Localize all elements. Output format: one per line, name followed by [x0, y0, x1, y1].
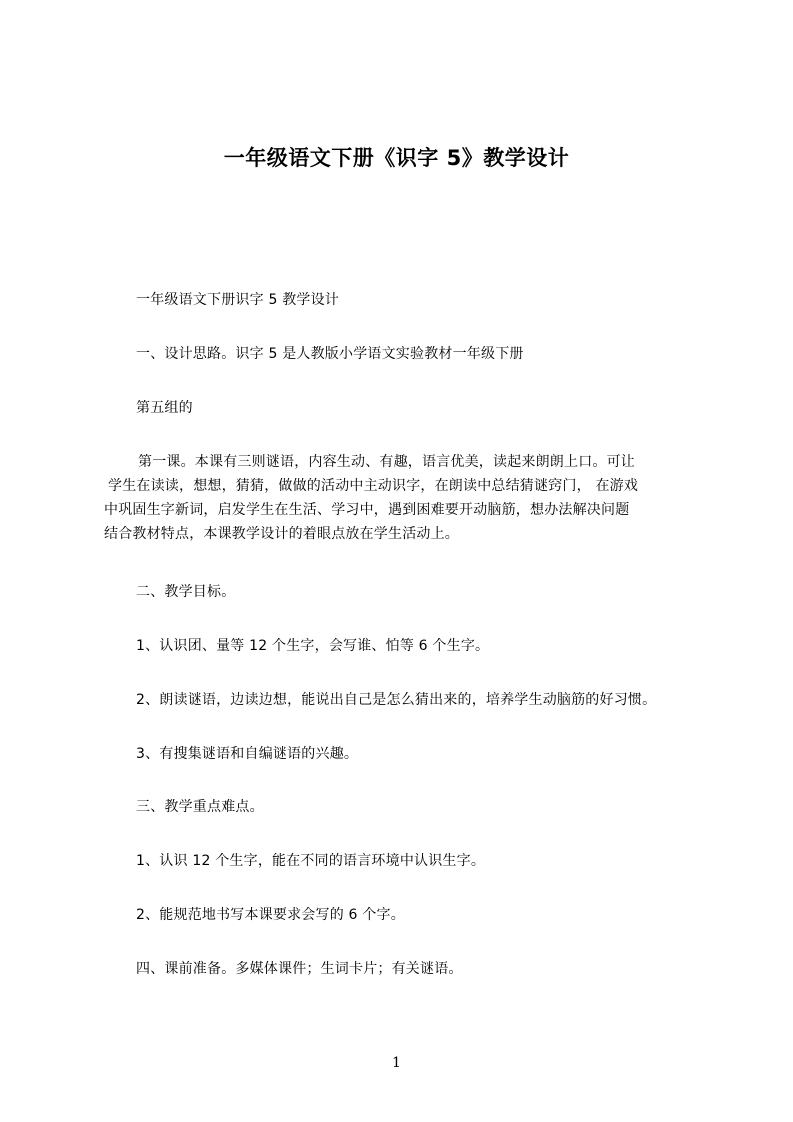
- paragraph-line: 结合教材特点，本课教学设计的着眼点放在学生活动上。: [104, 526, 459, 542]
- page-number: 1: [392, 1055, 401, 1071]
- document-title: 一年级语文下册《识字 5》教学设计: [223, 146, 570, 170]
- document-subtitle: 一年级语文下册识字 5 教学设计: [136, 292, 340, 308]
- paragraph-line: 第一课。本课有三则谜语，内容生动、有趣，语言优美，读起来朗朗上口。可让: [138, 454, 635, 470]
- section-teaching-goals: 二、教学目标。: [136, 584, 236, 600]
- goal-item-2: 2、朗读谜语，边读边想，能说出自己是怎么猜出来的，培养学生动脑筋的好习惯。: [136, 692, 657, 708]
- goal-item-1: 1、认识团、量等 12 个生字，会写谁、怕等 6 个生字。: [136, 638, 490, 654]
- lesson-paragraph: [104, 450, 724, 546]
- goal-item-3: 3、有搜集谜语和自编谜语的兴趣。: [136, 746, 359, 762]
- section-design-idea: 一、设计思路。识字 5 是人教版小学语文实验教材一年级下册: [136, 346, 524, 362]
- section-key-difficulties: 三、教学重点难点。: [136, 799, 264, 815]
- paragraph-line: 学生在读读，想想，猜猜，做做的活动中主动识字，在朗读中总结猜谜窍门， 在游戏: [108, 478, 639, 494]
- key-item-2: 2、能规范地书写本课要求会写的 6 个字。: [136, 907, 405, 923]
- section-preparation: 四、课前准备。多媒体课件；生词卡片；有关谜语。: [136, 961, 463, 977]
- section-design-idea-continued: 第五组的: [136, 400, 193, 416]
- paragraph-line: 中巩固生字新词，启发学生在生活、学习中，遇到困难要开动脑筋，想办法解决问题: [104, 502, 630, 518]
- key-item-1: 1、认识 12 个生字，能在不同的语言环境中认识生字。: [136, 853, 486, 869]
